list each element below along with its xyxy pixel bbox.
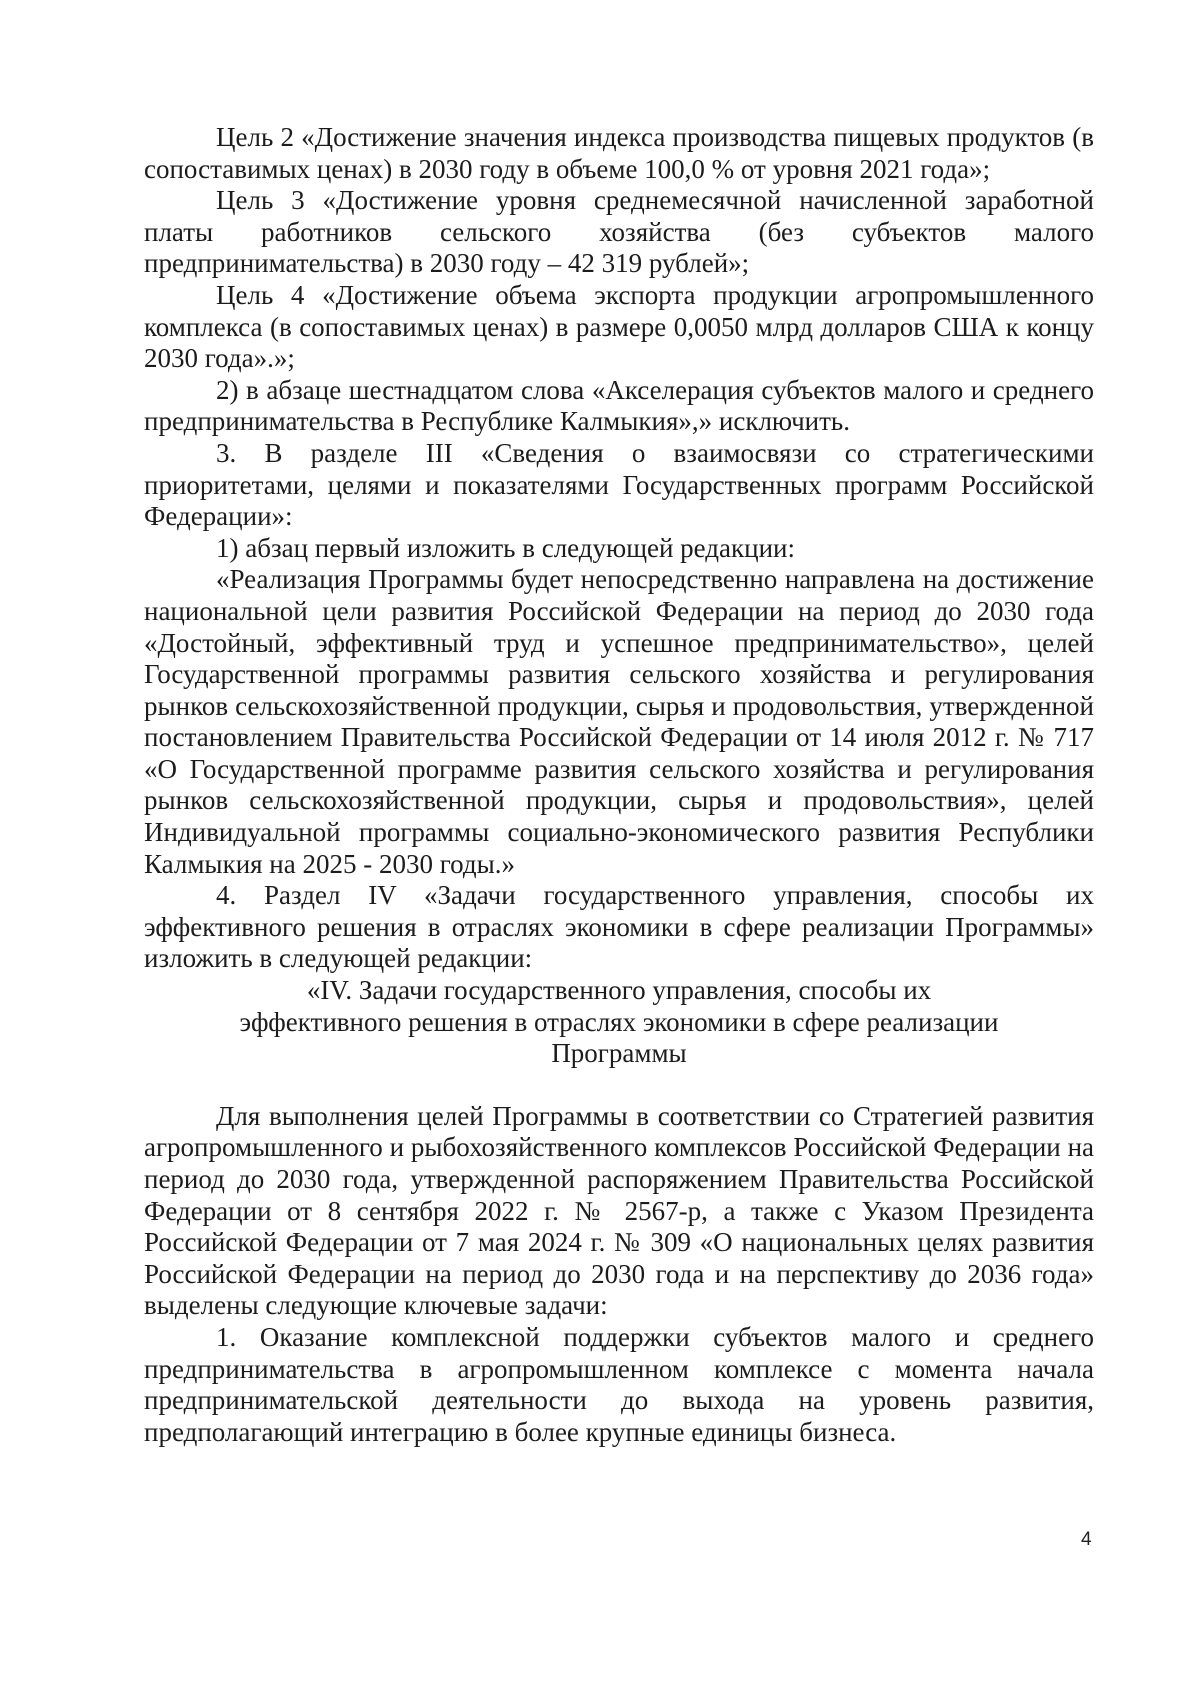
document-body	[144, 122, 1094, 1448]
section-heading-line-1: «IV. Задачи государственного управления, способы их	[306, 975, 932, 1006]
page-number: 4	[1081, 1529, 1092, 1550]
paragraph-subitem-1: 1) абзац первый изложить в следующей редакции:	[216, 532, 795, 563]
section-heading-line-2: эффективного решения в отраслях экономики в сфере реализации	[239, 1006, 999, 1037]
paragraph-goal-2: Цель 2 «Достижение значения индекса производства пищевых продуктов (в сопоставимых ценах) в 2030 году в объеме 100,0 % от уровня 2021 года»;	[144, 122, 1094, 184]
section-heading	[144, 975, 1094, 1070]
paragraph-goal-4: Цель 4 «Достижение объема экспорта продукции агропромышленного комплекса (в сопоставимых ценах) в размере 0,0050 млрд долларов США к концу 2030 года».»;	[144, 279, 1094, 374]
paragraph-item-2: 2) в абзаце шестнадцатом слова «Акселерация субъектов малого и среднего предпринимательства в Республике Калмыкия»,» исключить.	[144, 374, 1094, 437]
paragraph-section-3: 3. В разделе III «Сведения о взаимосвязи со стратегическими приоритетами, целями и показателями Государственных программ Российской Федерации»:	[144, 437, 1094, 532]
paragraph-implementation-quote: «Реализация Программы будет непосредственно направлена на достижение национальной цели развития Российской Федерации на период до 2030 года «Достойный, эффективный труд и успешное предпринимательство», целей Государственной программы развития сельского хозяйства и регулирования рынков сельскохозяйственной продукции, сырья и продовольствия, утвержденной постановлением Правительства Российской Федерации от 14 июля 2012 г. № 717 «О Государственной программе развития сельского хозяйства и регулирования рынков сельскохозяйственной продукции, сырья и продовольствия», целей Индивидуальной программы социально-экономического развития Республики Калмыкия на 2025 - 2030 годы.»	[144, 564, 1094, 879]
paragraph-strategy: Для выполнения целей Программы в соответствии со Стратегией развития агропромышленного и рыбохозяйственного комплексов Российской Федерации на период до 2030 года, утвержденной распоряжением Правительства Российской Федерации от 8 сентября 2022 г. № 2567-р, а также с Указом Президента Российской Федерации от 7 мая 2024 г. № 309 «О национальных целях развития Российской Федерации на период до 2030 года и на перспективу до 2036 года» выделены следующие ключевые задачи:	[144, 1100, 1094, 1321]
heading-spacer	[144, 1070, 1094, 1101]
paragraph-section-4: 4. Раздел IV «Задачи государственного управления, способы их эффективного решения в отраслях экономики в сфере реализации Программы» изложить в следующей редакции:	[144, 880, 1094, 974]
paragraph-goal-3: Цель 3 «Достижение уровня среднемесячной начисленной заработной платы работников сельского хозяйства (без субъектов малого предпринимательства) в 2030 году – 42 319 рублей»;	[144, 185, 1094, 279]
paragraph-task-1: 1. Оказание комплексной поддержки субъектов малого и среднего предпринимательства в агропромышленном комплексе с момента начала предпринимательской деятельности до выхода на уровень развития, предполагающий интеграцию в более крупные единицы бизнеса.	[144, 1321, 1094, 1447]
section-heading-line-3: Программы	[551, 1038, 687, 1069]
